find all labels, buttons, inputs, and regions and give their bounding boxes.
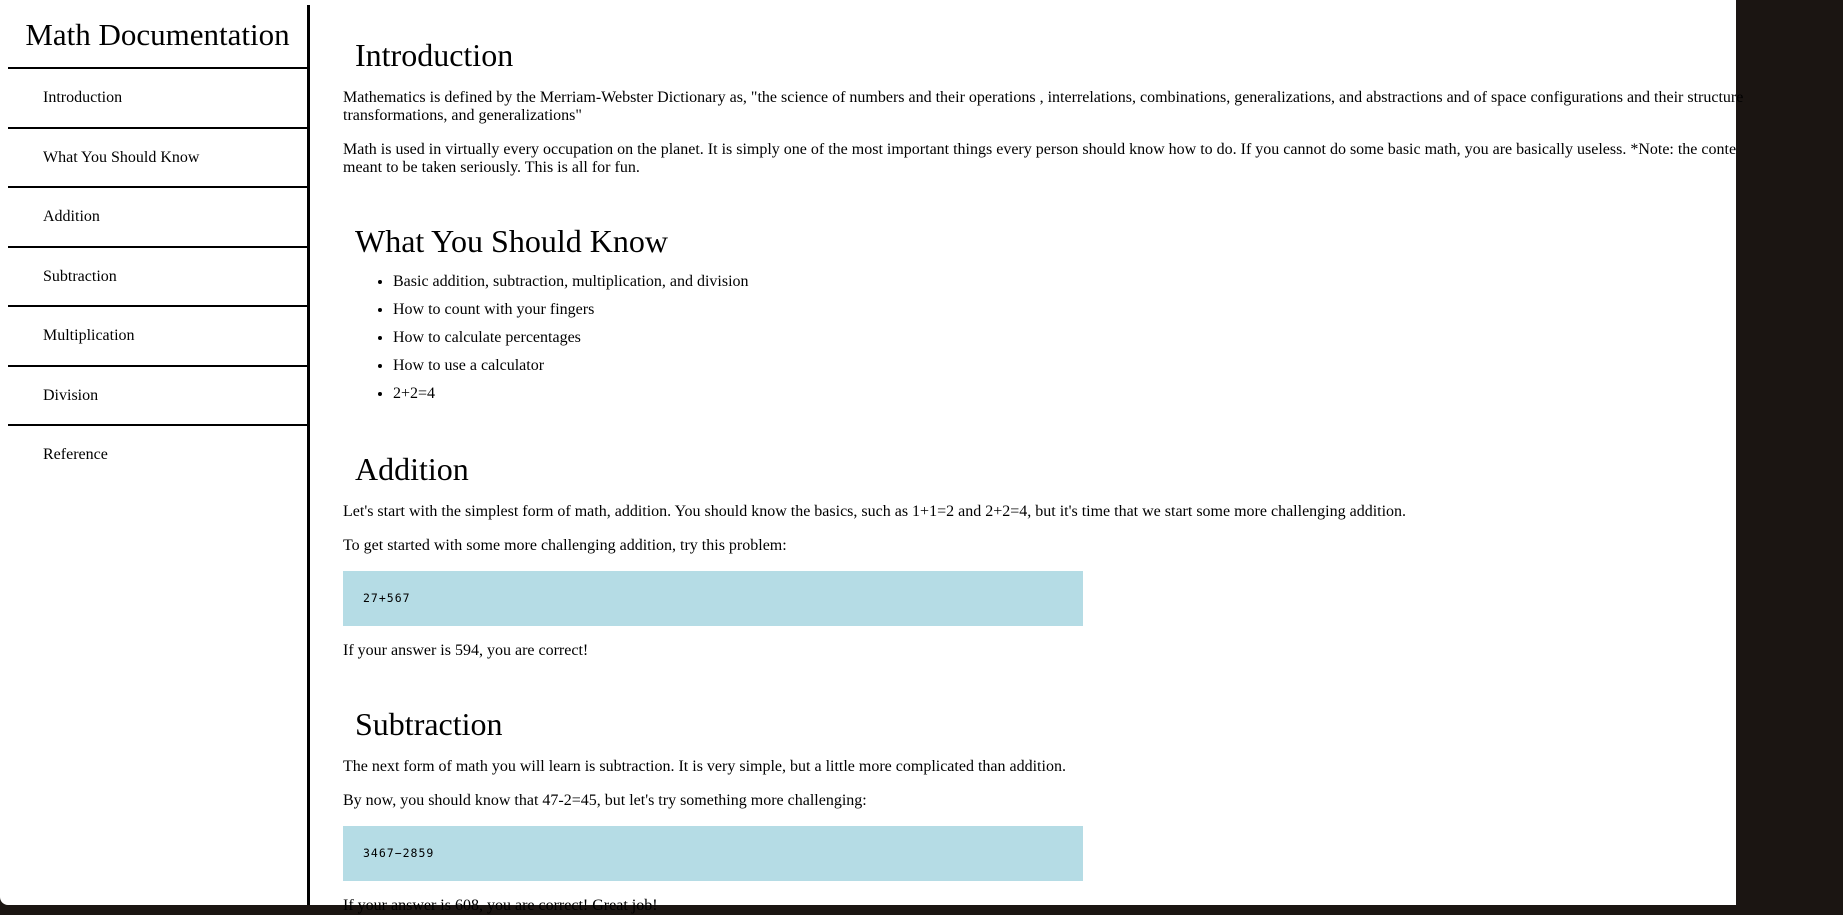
prerequisites-list [343,273,749,413]
addition-paragraph-2: To get started with some more challenging addition, try this problem: [343,537,787,554]
intro-paragraph-2-line-1: Math is used in virtually every occupation on the planet. It is simply one of the most important things every person should know how to do. If you cannot do some basic math, you are basically useless. *Note: the conte [343,141,1737,158]
nav-link-introduction[interactable]: Introduction [8,69,307,129]
subtraction-paragraph-1: The next form of math you will learn is subtraction. It is very simple, but a little more complicated than addition. [343,758,1066,775]
nav-link-what-you-should-know[interactable]: What You Should Know [8,129,307,189]
section-heading-what-you-should-know: What You Should Know [355,223,668,259]
list-item: • How to use a calculator [393,357,749,385]
intro-paragraph-2-line-2: meant to be taken seriously. This is all for fun. [343,159,640,176]
nav-link-addition[interactable]: Addition [8,188,307,248]
list-item: • How to count with your fingers [393,301,749,329]
section-what-you-should-know [343,221,749,413]
navbar [8,5,310,905]
code-block-addition: 27+567 [343,571,1083,626]
sidebar-title: Math Documentation [8,5,307,69]
intro-paragraph-1-line-2: transformations, and generalizations" [343,107,582,124]
list-item: • Basic addition, subtraction, multiplication, and division [393,273,749,301]
addition-paragraph-1: Let's start with the simplest form of math, addition. You should know the basics, such as 1+1=2 and 2+2=4, but it's time that we start some more challenging addition. [343,503,1407,520]
code-block-subtraction: 3467−2859 [343,826,1083,881]
nav-link-subtraction[interactable]: Subtraction [8,248,307,308]
subtraction-paragraph-2: By now, you should know that 47-2=45, but let's try something more challenging: [343,792,867,809]
main-doc [343,0,1843,914]
addition-paragraph-3: If your answer is 594, you are correct! [343,642,589,659]
list-item: • How to calculate percentages [393,329,749,357]
section-heading-addition: Addition [355,451,469,487]
list-item: • 2+2=4 [393,385,749,413]
nav-link-reference[interactable]: Reference [43,446,108,463]
nav-link-multiplication[interactable]: Multiplication [8,307,307,367]
section-subtraction [343,704,1083,915]
section-addition [343,449,1406,660]
subtraction-paragraph-3: If your answer is 608, you are correct! Great job! [343,897,658,914]
nav-link-division[interactable]: Division [8,367,307,427]
section-introduction [343,35,1743,177]
intro-paragraph-1-line-1: Mathematics is defined by the Merriam-Webster Dictionary as, "the science of numbers and their operations , interrelations, combinations, generalizations, and abstractions and of space configurations and their structure [343,89,1744,106]
section-heading-subtraction: Subtraction [355,706,503,742]
section-heading-introduction: Introduction [355,37,514,73]
